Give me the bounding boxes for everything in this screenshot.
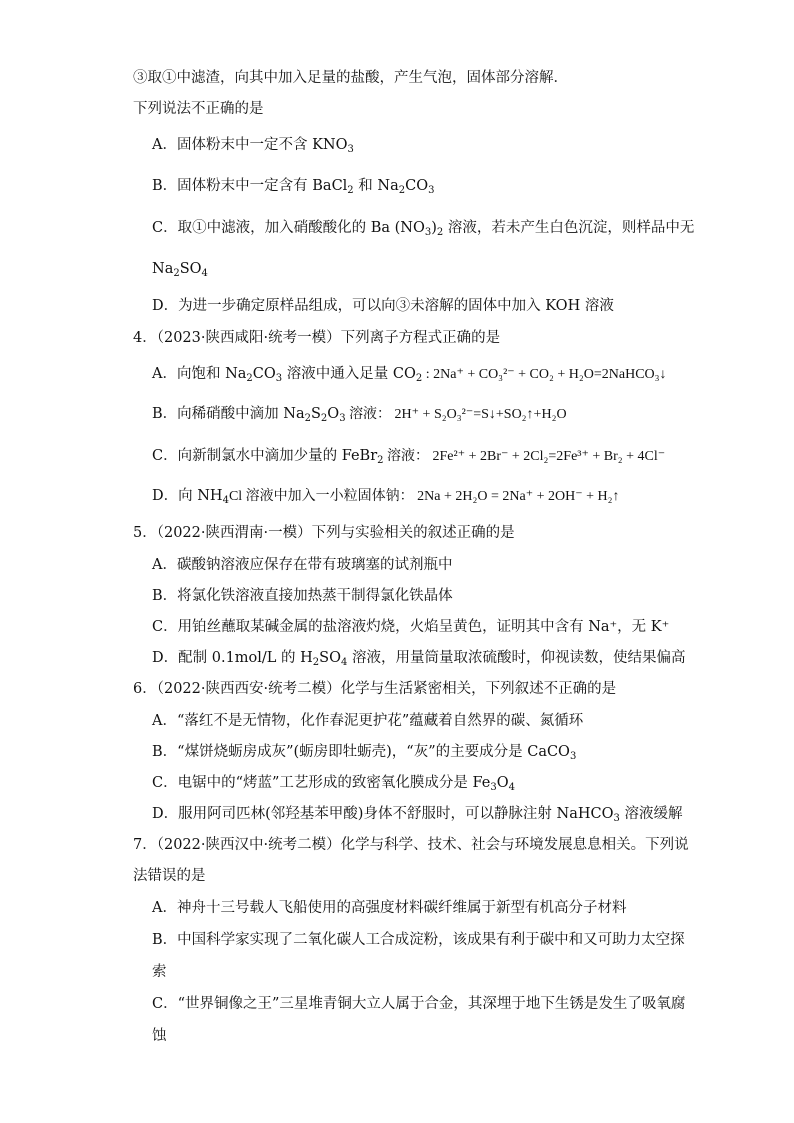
q3-c-cont-pre: Na bbox=[152, 261, 174, 277]
q5-c-text: C．用铂丝蘸取某碱金属的盐溶液灼烧，火焰呈黄色，证明其中含有 Na⁺，无 K⁺ bbox=[152, 619, 670, 635]
q3-option-b bbox=[152, 176, 434, 201]
q4-b-equation: 溶液： 2H⁺ + S₂O₃²⁻=S↓+SO₂↑+H₂O bbox=[345, 407, 567, 422]
q4-b-mid: S bbox=[310, 406, 321, 422]
q6-b-s1: 3 bbox=[569, 751, 577, 762]
q7-option-b bbox=[152, 930, 685, 950]
q5-d-s1: 2 bbox=[312, 657, 320, 668]
q3-option-a bbox=[152, 135, 354, 160]
q7-a-text: A．神舟十三号载人飞船使用的高强度材料碳纤维属于新型有机高分子材料 bbox=[152, 900, 627, 916]
q4-option-d bbox=[152, 486, 620, 511]
q4-d-s1: 4 bbox=[222, 495, 229, 506]
q4-c-s1: 2 bbox=[377, 455, 384, 466]
q4-a-equation: : 2Na⁺ + CO₃²⁻ + CO₂ + H₂O=2NaHCO₃↓ bbox=[422, 367, 667, 382]
q6-d-suffix: 溶液缓解 bbox=[619, 806, 683, 822]
q7-c-text: C．“世界铜像之王”三星堆青铜大立人属于合金，其深埋于地下生锈是发生了吸氧腐 bbox=[152, 996, 686, 1012]
q3-step3-text: ③取①中滤渣，向其中加入足量的盐酸，产生气泡，固体部分溶解． bbox=[133, 70, 568, 86]
q4-option-b bbox=[152, 404, 567, 429]
q3-stem-text: 下列说法不正确的是 bbox=[133, 101, 264, 117]
q3-stem bbox=[133, 99, 264, 119]
q3-b-sub1: 2 bbox=[347, 185, 354, 196]
q4-b-mid2: O bbox=[327, 406, 340, 422]
q6-c-mid: O bbox=[496, 775, 509, 791]
q6-option-a bbox=[152, 711, 583, 731]
q7-stem-text: 7．（2022·陕西汉中·统考二模）化学与科学、技术、社会与环境发展息息相关。下列说 bbox=[133, 837, 689, 853]
q7-b-cont-text: 索 bbox=[152, 964, 167, 980]
q4-a-mid: CO bbox=[252, 366, 276, 382]
q4-stem bbox=[133, 328, 500, 348]
q7-option-b-cont bbox=[152, 962, 167, 982]
q4-a-s3: 2 bbox=[415, 373, 423, 384]
q5-d-s2: 4 bbox=[341, 657, 348, 668]
q3-b-mid2: CO bbox=[405, 178, 429, 194]
q5-stem-text: 5．（2022·陕西渭南·一模）下列与实验相关的叙述正确的是 bbox=[133, 525, 515, 541]
q4-stem-text: 4．（2023·陕西咸阳·统考一模）下列离子方程式正确的是 bbox=[133, 330, 501, 346]
q6-c-s2: 4 bbox=[508, 782, 516, 793]
q3-b-mid: 和 Na bbox=[353, 178, 399, 194]
q3-option-c bbox=[152, 218, 694, 243]
q4-b-s3: 3 bbox=[339, 413, 346, 424]
q5-option-c bbox=[152, 617, 669, 637]
q3-c-cont-sub1: 2 bbox=[173, 268, 180, 279]
q4-c-pre: C．向新制氯水中滴加少量的 FeBr bbox=[152, 448, 378, 464]
q4-option-a bbox=[152, 364, 667, 389]
q7-c-cont-text: 蚀 bbox=[152, 1028, 167, 1044]
q3-c-suffix: 溶液，若未产生白色沉淀，则样品中无 bbox=[443, 220, 695, 236]
q3-d-text: D．为进一步确定原样品组成，可以向③未溶解的固体中加入 KOH 溶液 bbox=[152, 298, 614, 314]
q6-option-b bbox=[152, 742, 576, 767]
q3-b-text: B．固体粉末中一定含有 BaCl bbox=[152, 178, 348, 194]
q4-b-s2: 2 bbox=[320, 413, 328, 424]
q5-option-b bbox=[152, 586, 453, 606]
q4-a-mid2: 溶液中通入足量 CO bbox=[282, 366, 416, 382]
q6-c-s1: 3 bbox=[490, 782, 497, 793]
q6-a-text: A．“落红不是无情物，化作春泥更护花”蕴藏着自然界的碳、氮循环 bbox=[152, 713, 584, 729]
q4-a-s1: 2 bbox=[246, 373, 253, 384]
q6-stem bbox=[133, 679, 616, 699]
q3-c-sub2: 2 bbox=[436, 227, 444, 238]
q5-option-a bbox=[152, 555, 452, 575]
q5-d-mid: SO bbox=[319, 650, 341, 666]
q4-option-c bbox=[152, 446, 665, 471]
q3-c-mid: ) bbox=[431, 220, 437, 236]
q3-b-sub3: 3 bbox=[428, 185, 435, 196]
q3-c-cont-sub2: 4 bbox=[201, 268, 208, 279]
q3-c-sub1: 3 bbox=[424, 227, 432, 238]
q6-d-pre: D．服用阿司匹林(邻羟基苯甲酸)身体不舒服时，可以静脉注射 NaHCO bbox=[152, 806, 614, 822]
q4-d-pre: D．向 NH bbox=[152, 488, 223, 504]
q6-d-s1: 3 bbox=[613, 813, 620, 824]
q3-c-text: C．取①中滤液，加入硝酸酸化的 Ba (NO bbox=[152, 220, 425, 236]
q5-a-text: A．碳酸钠溶液应保存在带有玻璃塞的试剂瓶中 bbox=[152, 557, 453, 573]
q3-a-text: A．固体粉末中一定不含 KNO bbox=[152, 137, 348, 153]
q7-b-text: B．中国科学家实现了二氧化碳人工合成淀粉，该成果有利于碳中和又可助力太空探 bbox=[152, 932, 685, 948]
q5-stem bbox=[133, 523, 515, 543]
q5-option-d bbox=[152, 648, 685, 673]
q4-b-pre: B．向稀硝酸中滴加 Na bbox=[152, 406, 305, 422]
q5-b-text: B．将氯化铁溶液直接加热蒸干制得氯化铁晶体 bbox=[152, 588, 453, 604]
q7-stem-cont-text: 法错误的是 bbox=[133, 868, 206, 884]
q6-stem-text: 6．（2022·陕西西安·统考二模）化学与生活紧密相关，下列叙述不正确的是 bbox=[133, 681, 617, 697]
q3-c-cont-mid: SO bbox=[179, 261, 202, 277]
q5-d-pre: D．配制 0.1mol/L 的 H bbox=[152, 650, 313, 666]
q7-stem-cont bbox=[133, 866, 206, 886]
q3-option-c-cont bbox=[152, 259, 208, 284]
q4-b-s1: 2 bbox=[304, 413, 311, 424]
q6-option-d bbox=[152, 804, 683, 829]
q7-stem bbox=[133, 835, 689, 855]
q6-b-pre: B．“煤饼烧蛎房成灰”(蛎房即牡蛎壳)，“灰”的主要成分是 CaCO bbox=[152, 744, 570, 760]
q3-option-d bbox=[152, 296, 614, 316]
q4-a-s2: 3 bbox=[275, 373, 283, 384]
q5-d-suffix: 溶液，用量筒量取浓硫酸时，仰视读数，使结果偏高 bbox=[347, 650, 686, 666]
q4-c-equation: 溶液： 2Fe²⁺ + 2Br⁻ + 2Cl₂=2Fe³⁺ + Br₂ + 4Cl⁻ bbox=[383, 449, 666, 464]
q4-a-pre: A．向饱和 Na bbox=[152, 366, 247, 382]
q6-c-pre: C．电锯中的“烤蓝”工艺形成的致密氧化膜成分是 Fe bbox=[152, 775, 491, 791]
q6-option-c bbox=[152, 773, 515, 798]
q7-option-c bbox=[152, 994, 685, 1014]
q7-option-c-cont bbox=[152, 1026, 167, 1046]
q3-step3 bbox=[133, 68, 568, 88]
q3-a-sub: 3 bbox=[347, 144, 354, 155]
q4-d-equation: Cl 溶液中加入一小粒固体钠： 2Na + 2H₂O = 2Na⁺ + 2OH⁻ + H₂↑ bbox=[228, 489, 620, 504]
q3-b-sub2: 2 bbox=[398, 185, 406, 196]
q7-option-a bbox=[152, 898, 626, 918]
